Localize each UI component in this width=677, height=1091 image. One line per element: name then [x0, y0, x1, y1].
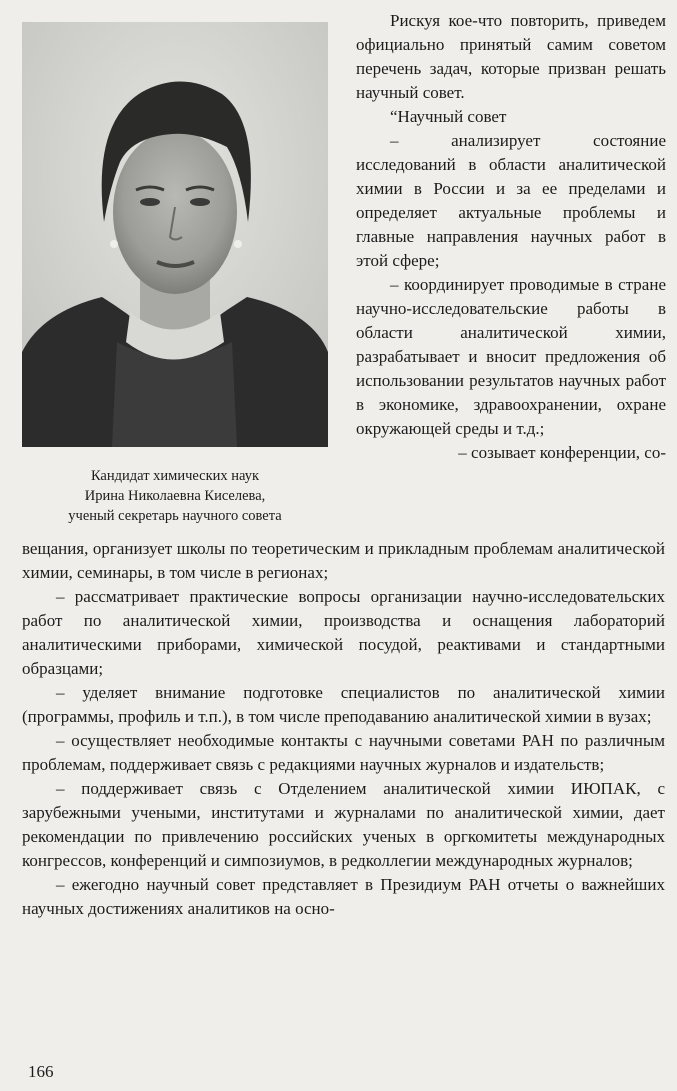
portrait-image: [22, 22, 328, 447]
list-item-3-rest: вещания, организует школы по теоретическим и прикладным проблемам аналитической химии, семинары, в том числе в регионах;: [22, 539, 665, 582]
portrait-photo: [22, 22, 328, 447]
list-item-6: – осуществляет необходимые контакты с научными советами РАН по различным проблемам, поддерживает связь с редакциями научных журналов и издательств;: [22, 731, 665, 774]
caption-line-3: ученый секретарь научного совета: [68, 508, 282, 524]
full-width-text: [22, 537, 665, 921]
list-item-5: – уделяет внимание подготовке специалистов по аналитической химии (программы, профиль и т.п.), в том числе преподаванию аналитической химии в вузах;: [22, 683, 665, 726]
caption-line-2: Ирина Николаевна Киселева,: [84, 488, 266, 504]
caption-line-1: Кандидат химических наук: [90, 468, 260, 484]
intro-paragraph: Рискуя кое-что повторить, приведем официально принятый самим советом перечень задач, которые призван решать научный совет.: [356, 11, 666, 102]
list-item-4: – рассматривает практические вопросы организации научно-исследовательских работ по аналитической химии, производства и оснащения лабораторий аналитическими приборами, химической посудой, реактивами и стандартными образцами;: [22, 587, 665, 678]
list-item-3-start: – созывает конференции, со-: [458, 443, 666, 462]
photo-caption: [22, 466, 328, 526]
right-column-text: [356, 9, 666, 465]
list-item-2: – координирует проводимые в стране научно-исследовательские работы в области аналитической химии, разрабатывает и вносит предложения об использовании результатов научных работ в экономике, здравоохранении, охране окружающей среды и т.д.;: [356, 275, 666, 438]
list-item-1: – анализирует состояние исследований в области аналитической химии в России и за ее пределами и определяет актуальные проблемы и главные направления научных работ в этой сфере;: [356, 131, 666, 270]
quote-start: “Научный совет: [390, 107, 507, 126]
list-item-7: – поддерживает связь с Отделением аналитической химии ИЮПАК, с зарубежными учеными, институтами и журналами по аналитической химии, дает рекомендации по привлечению российских ученых в оргкомитеты международных конгрессов, конференций и симпозиумов, в редколлегии международных журналов;: [22, 779, 665, 870]
page-number: 166: [28, 1062, 54, 1081]
list-item-8: – ежегодно научный совет представляет в Президиум РАН отчеты о важнейших научных достижениях аналитиков на осно-: [22, 875, 665, 918]
